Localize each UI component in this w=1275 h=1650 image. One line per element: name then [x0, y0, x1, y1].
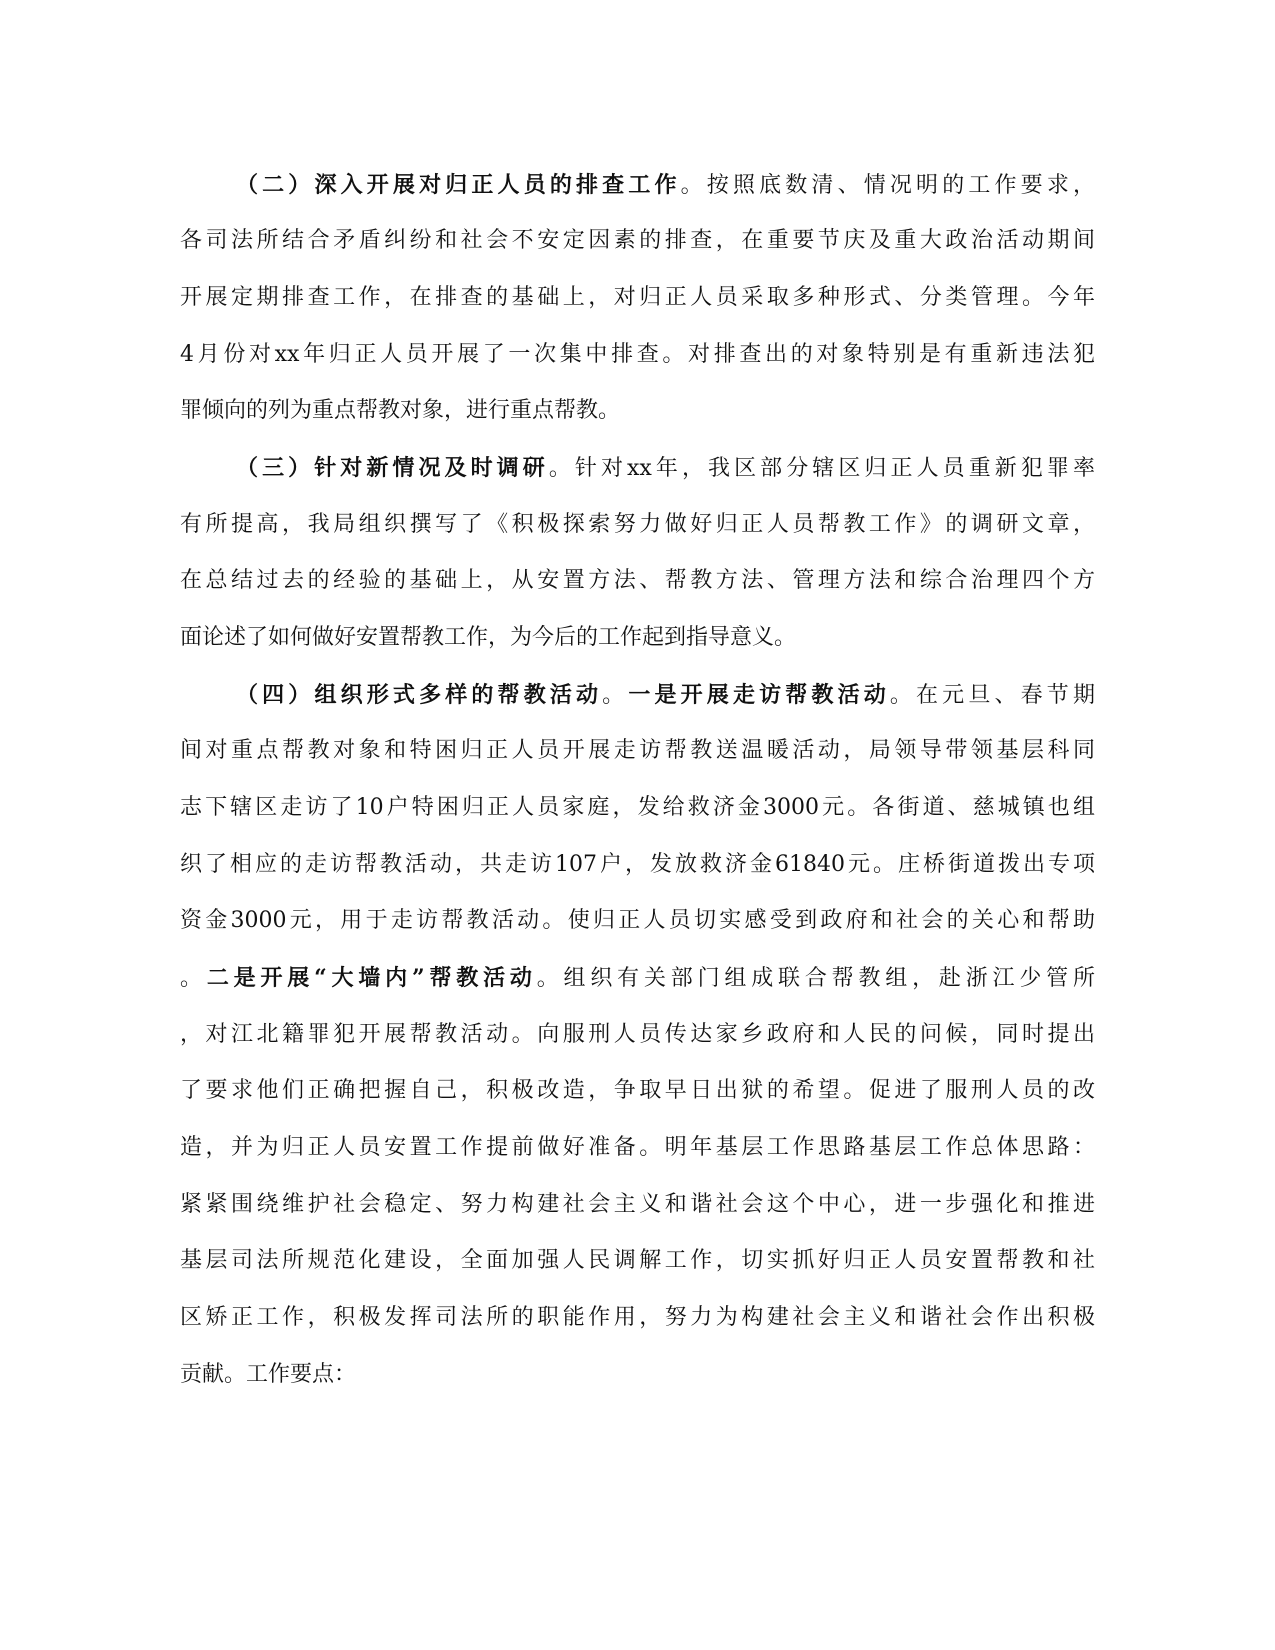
paragraph-4-line-3: 志下辖区走访了10户特困归正人员家庭，发给救济金3000元。各街道、慈城镇也组 [180, 795, 1095, 820]
paragraph-4-line-4: 织了相应的走访帮教活动，共走访107户，发放救济金61840元。庄桥街道拨出专项 [180, 852, 1095, 877]
paragraph-4-line-11: 基层司法所规范化建设，全面加强人民调解工作，切实抓好归正人员安置帮教和社 [180, 1248, 1095, 1273]
paragraph-4-line-2: 间对重点帮教对象和特困归正人员开展走访帮教送温暖活动，局领导带领基层科同 [180, 738, 1095, 763]
paragraph-4-line-9: 造，并为归正人员安置工作提前做好准备。明年基层工作思路基层工作总体思路： [180, 1135, 1095, 1160]
paragraph-4-sep-2: 。 [180, 966, 207, 991]
paragraph-4-text: 。在元旦、春节期 [889, 683, 1095, 708]
paragraph-3-heading: （三）针对新情况及时调研 [236, 455, 549, 481]
paragraph-2-line-4: 4月份对xx年归正人员开展了一次集中排查。对排查出的对象特别是有重新违法犯 [180, 342, 1095, 367]
paragraph-3-line-1 [236, 448, 1095, 488]
paragraph-4-subheading-1: 一是开展走访帮教活动 [628, 682, 890, 708]
paragraph-3-text: 。针对xx年，我区部分辖区归正人员重新犯罪率 [548, 456, 1095, 481]
paragraph-2-text: 。按照底数清、情况明的工作要求， [680, 173, 1095, 198]
paragraph-2-line-2: 各司法所结合矛盾纠纷和社会不安定因素的排查，在重要节庆及重大政治活动期间 [180, 228, 1095, 253]
paragraph-4-line-10: 紧紧围绕维护社会稳定、努力构建社会主义和谐社会这个中心，进一步强化和推进 [180, 1192, 1095, 1217]
paragraph-4-line-1 [236, 675, 1095, 715]
paragraph-3-line-2: 有所提高，我局组织撰写了《积极探索努力做好归正人员帮教工作》的调研文章， [180, 512, 1095, 537]
paragraph-3-line-3: 在总结过去的经验的基础上，从安置方法、帮教方法、管理方法和综合治理四个方 [180, 568, 1095, 593]
paragraph-4-text-2: 。组织有关部门组成联合帮教组，赴浙江少管所 [536, 966, 1095, 991]
paragraph-4-line-12: 区矫正工作，积极发挥司法所的职能作用，努力为构建社会主义和谐社会作出积极 [180, 1305, 1095, 1330]
paragraph-2-line-5: 罪倾向的列为重点帮教对象，进行重点帮教。 [180, 398, 621, 423]
paragraph-3-line-4: 面论述了如何做好安置帮教工作，为今后的工作起到指导意义。 [180, 625, 797, 650]
paragraph-4-line-6 [180, 958, 1095, 998]
paragraph-4-line-7: ，对江北籍罪犯开展帮教活动。向服刑人员传达家乡政府和人民的问候，同时提出 [180, 1022, 1095, 1047]
paragraph-2-line-1 [236, 165, 1095, 205]
paragraph-4-line-8: 了要求他们正确把握自己，积极改造，争取早日出狱的希望。促进了服刑人员的改 [180, 1078, 1095, 1103]
paragraph-2-line-3: 开展定期排查工作，在排查的基础上，对归正人员采取多种形式、分类管理。今年 [180, 285, 1095, 310]
paragraph-4-line-5: 资金3000元，用于走访帮教活动。使归正人员切实感受到政府和社会的关心和帮助 [180, 908, 1095, 933]
paragraph-2-heading: （二）深入开展对归正人员的排查工作 [236, 172, 681, 198]
paragraph-4-sep-1: 。 [602, 683, 629, 708]
paragraph-4-subheading-2: 二是开展“大墙内”帮教活动 [206, 965, 537, 991]
paragraph-4-line-13: 贡献。工作要点： [180, 1362, 357, 1387]
paragraph-4-heading: （四）组织形式多样的帮教活动 [236, 682, 603, 708]
